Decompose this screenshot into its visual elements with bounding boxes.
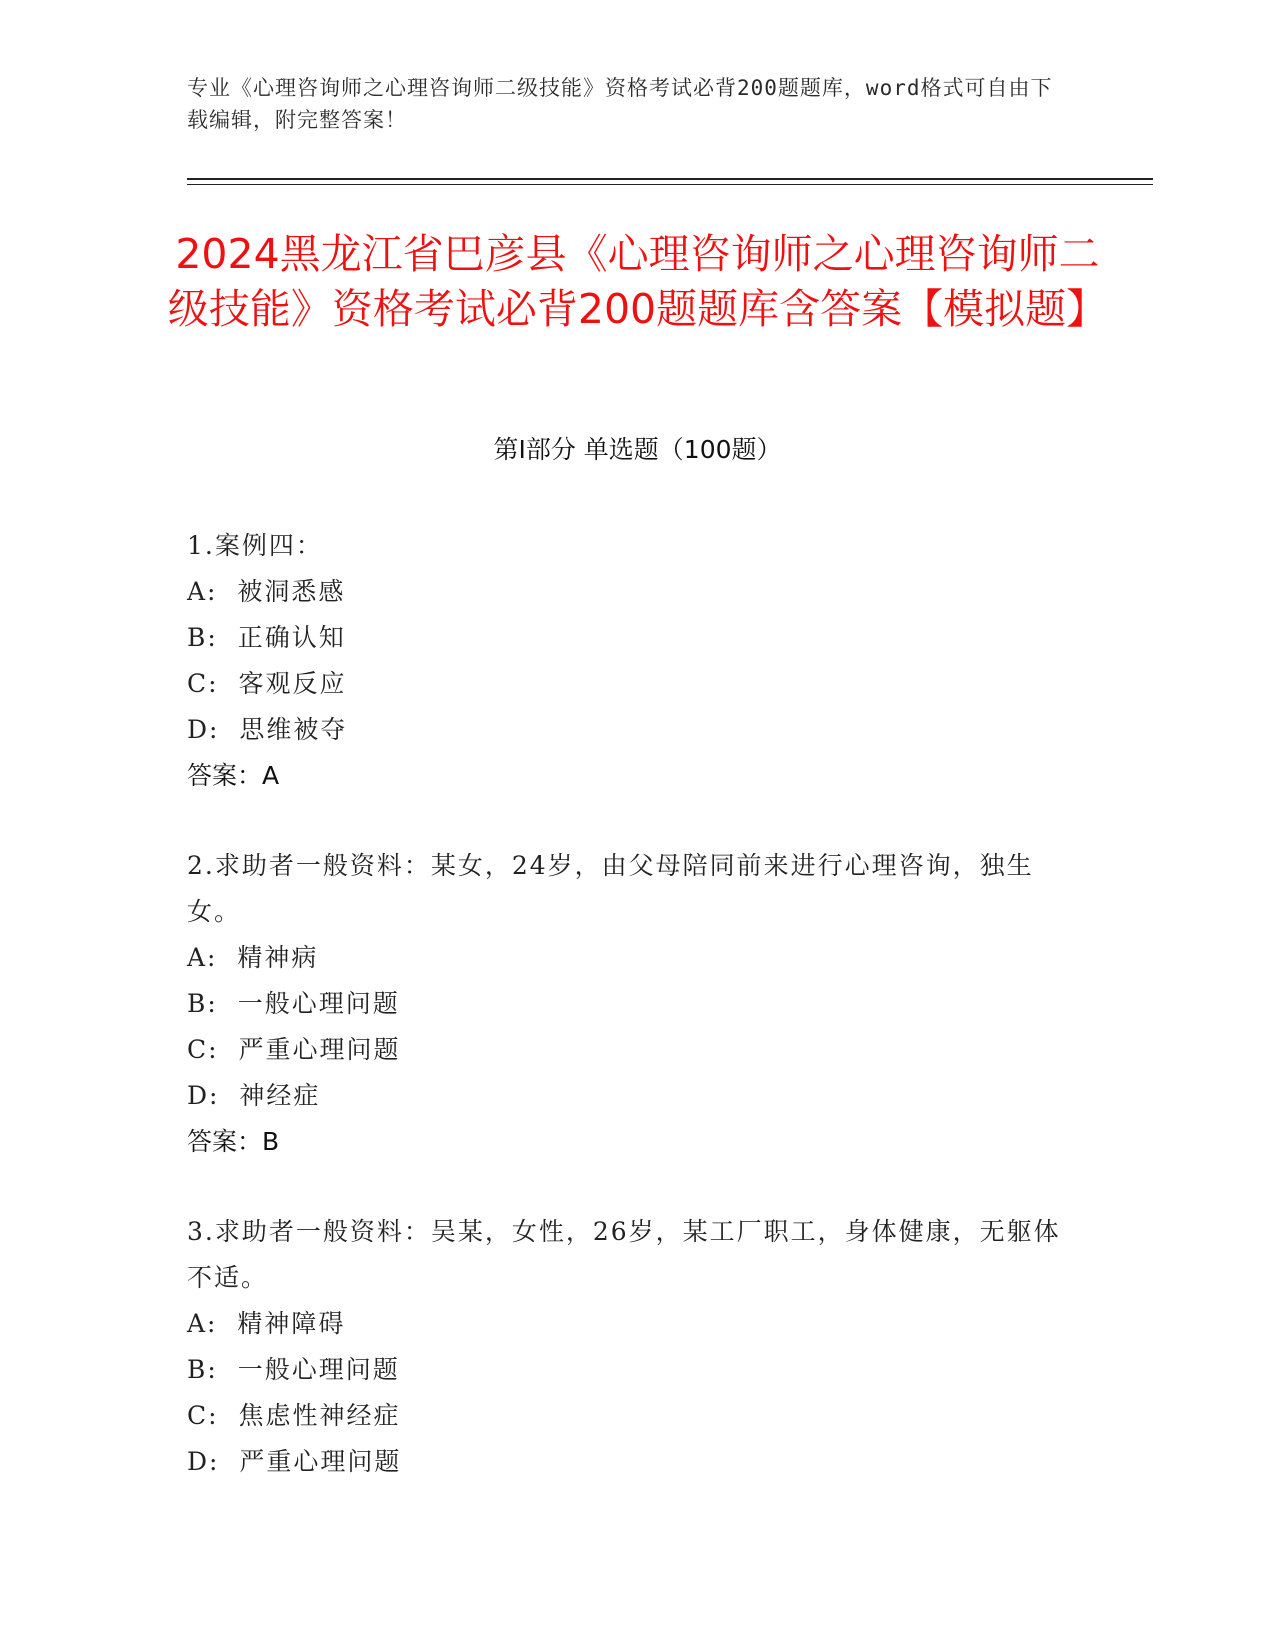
- option-a: A: 精神病: [187, 943, 319, 972]
- question-3: [187, 1209, 1077, 1485]
- question-stem: 1.案例四：: [187, 531, 323, 560]
- section-title: 第Ⅰ部分 单选题（100题）: [493, 435, 782, 464]
- option-c: C: 严重心理问题: [187, 1035, 401, 1064]
- option-a: A: 被洞悉感: [187, 577, 346, 606]
- question-2: [187, 843, 1077, 1165]
- question-stem: 2.求助者一般资料：某女，24岁，由父母陪同前来进行心理咨询，独生女。: [187, 851, 1034, 926]
- document-title: 2024黑龙江省巴彦县《心理咨询师之心理咨询师二级技能》资格考试必背200题题库含答案【模拟题】: [167, 230, 1108, 333]
- option-d: D: 神经症: [187, 1081, 321, 1110]
- header-note: 专业《心理咨询师之心理咨询师二级技能》资格考试必背200题题库，word格式可自由下载编辑，附完整答案！: [187, 76, 1053, 132]
- question-1: [187, 523, 1077, 799]
- header-rule-thick: [187, 178, 1153, 180]
- option-a: A: 精神障碍: [187, 1309, 346, 1338]
- option-b: B: 一般心理问题: [187, 989, 400, 1018]
- option-d: D: 严重心理问题: [187, 1447, 402, 1476]
- option-b: B: 一般心理问题: [187, 1355, 400, 1384]
- question-stem: 3.求助者一般资料：吴某，女性，26岁，某工厂职工，身体健康，无躯体不适。: [187, 1217, 1061, 1292]
- option-c: C: 客观反应: [187, 669, 347, 698]
- question-list: [187, 523, 1077, 1529]
- question-answer: 答案：B: [187, 1127, 280, 1156]
- option-c: C: 焦虑性神经症: [187, 1401, 401, 1430]
- question-answer: 答案：A: [187, 761, 280, 790]
- option-d: D: 思维被夺: [187, 715, 348, 744]
- option-b: B: 正确认知: [187, 623, 346, 652]
- header-rule-thin: [187, 184, 1153, 185]
